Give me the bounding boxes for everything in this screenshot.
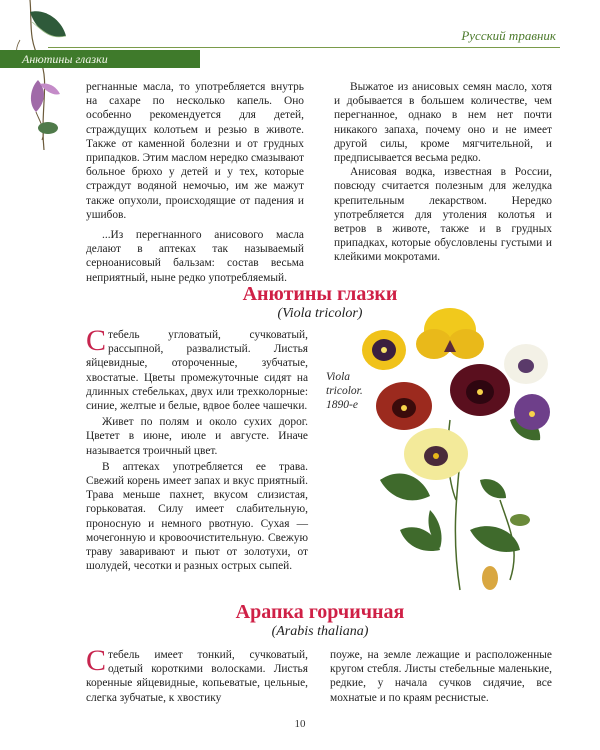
- pansy-title: Анютины глазки: [242, 283, 398, 305]
- arabis-right-column: [330, 648, 552, 705]
- paragraph: [86, 644, 308, 705]
- page-number: 10: [294, 718, 306, 730]
- paragraph: Выжатое из анисовых семян масло, хотя и добывается в большем количестве, чем перегнанное, однако в нем нет почти никакого запаха, почему оно и не имеет другой силы, кроме мягчительной, и предписывается весьма редко.: [334, 81, 552, 165]
- paragraph: ...Из перегнанного анисового масла делают в аптеках так называемый серноанисовый бальзам: состав весьма неприятный, ныне редко употребляемый.: [86, 229, 304, 284]
- paragraph: В аптеках употребляется ее трава. Свежий корень имеет запах и вкус приятный. Трава меньше пахнет, вкусом слизистая, горьковатая. Силу имеет слабительную, проносную и немного рвотную. Сухая — мочегонную и кровоочистительную. Свежую траву заваривают и пьют от золотухи, от шолудей, чесотки и разных острых сыпей.: [86, 460, 308, 573]
- running-title: Русский травник: [461, 28, 556, 43]
- caption-line: tricolor.: [326, 385, 363, 397]
- top-right-column: [334, 80, 552, 265]
- paragraph: Анисовая водка, известная в России, повсюду считается полезным для желудка крепительным лекарством. Нередко употребляется для утоления колотья и ветров в животе, также и в грудных припадках, которые обусловлены густыми и клейкими мокротами.: [334, 166, 552, 264]
- paragraph: регнанные масла, то употребляется внутрь на сахаре по несколько капель. Оно особенно рекомендуется для детей, страждущих колотьем и резью в животе. Также от каменной болезни и от грудных припадков. Этим маслом нередко смазывают больное брюхо у детей и у тех, которые страждут водяной немочью, им же мажут также опухоли, происходящие от падения и ушибов.: [86, 81, 304, 221]
- paragraph-text: тебель угловатый, сучковатый, рассыпной, развалистый. Листья яйцевидные, отороченные, зубчатые, хвостатые. Цветы промежуточные сидят на длинных стебельках, двух или трехколорные: синие, желтые и белые, вдвое более чашечки.: [86, 329, 308, 413]
- caption-line: 1890-е: [326, 399, 358, 411]
- pansy-illustration: [360, 300, 550, 596]
- top-left-column: [86, 80, 304, 285]
- paragraph: [86, 324, 308, 413]
- dropcap: С: [86, 324, 107, 357]
- caption-line: Viola: [326, 371, 351, 383]
- pansy-latin-name: (Viola tricolor): [277, 306, 363, 321]
- paragraph: поуже, на земле лежащие и расположенные кругом стебля. Листы стебельные маленькие, редкие, у начала сучков сидячие, все мохнатые и по краям реснистые.: [330, 649, 552, 704]
- morning-glory-illustration: [0, 0, 90, 150]
- arabis-title: Арапка горчичная: [235, 601, 405, 623]
- header-rule: [48, 47, 560, 48]
- paragraph: Живет по полям и около сухих дорог. Цветет в июне, июле и августе. Иначе называется троичный цвет.: [86, 416, 308, 457]
- dropcap: С: [86, 644, 107, 677]
- paragraph-text: тебель имеет тонкий, сучковатый, одетый короткими волосками. Листья коренные яйцевидные, копьеватые, цельные, слегка зубчатые, к хвостику: [86, 649, 308, 704]
- section-tab: Анютины глазки: [0, 50, 200, 68]
- arabis-left-column: [86, 644, 308, 705]
- arabis-latin-name: (Arabis thaliana): [271, 624, 369, 639]
- pansy-text-column: [86, 324, 308, 573]
